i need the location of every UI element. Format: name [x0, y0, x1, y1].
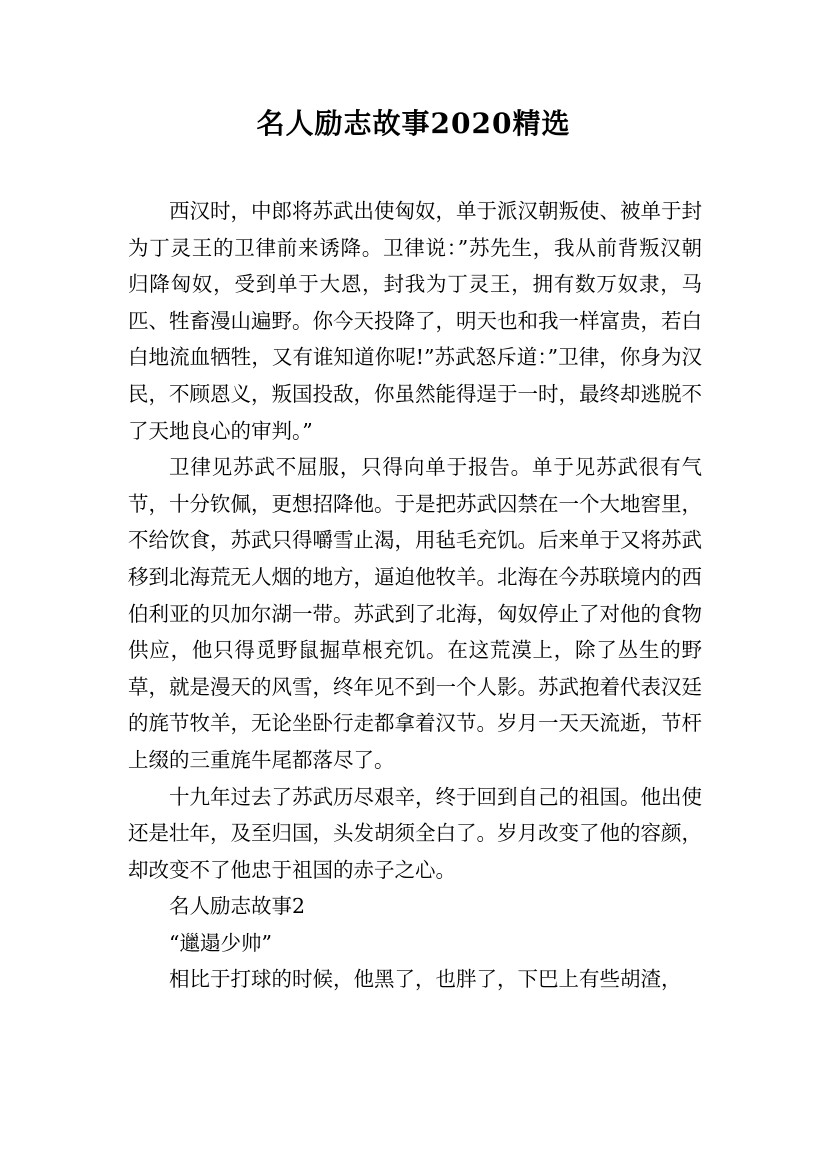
- paragraph-su-wu-intro: 西汉时，中郎将苏武出使匈奴，单于派汉朝叛使、被单于封为丁灵王的卫律前来诱降。卫律说：”苏先生，我从前背叛汉朝归降匈奴，受到单于大恩，封我为丁灵王，拥有数万奴隶，马匹、牲畜漫山遍野。你今天投降了，明天也和我一样富贵，若白白地流血牺牲，又有谁知道你呢!”苏武怒斥道：”卫律，你身为汉民，不顾恩义，叛国投敌，你虽然能得逞于一时，最终却逃脱不了天地良心的审判。”: [128, 199, 702, 443]
- document-title: 名人励志故事2020精选: [256, 107, 571, 140]
- paragraph-su-wu-exile: 卫律见苏武不屈服，只得向单于报告。单于见苏武很有气节，十分钦佩，更想招降他。于是把苏武囚禁在一个大地窖里，不给饮食，苏武只得嚼雪止渴，用毡毛充饥。后来单于又将苏武移到北海荒无人烟的地方，逼迫他牧羊。北海在今苏联境内的西伯利亚的贝加尔湖一带。苏武到了北海，匈奴停止了对他的食物供应，他只得觅野鼠掘草根充饥。在这荒漠上，除了丛生的野草，就是漫天的风雪，终年见不到一个人影。苏武抱着代表汉廷的旄节牧羊，无论坐卧行走都拿着汉节。岁月一天天流逝，节杆上缀的三重旄牛尾都落尽了。: [128, 455, 702, 772]
- document-body: [128, 193, 702, 998]
- story-2-subtitle: “邋遢少帅”: [169, 930, 272, 955]
- section-heading-story-2: 名人励志故事2: [169, 894, 306, 919]
- paragraph-su-wu-return: 十九年过去了苏武历尽艰辛，终于回到自己的祖国。他出使还是壮年，及至归国，头发胡须全白了。岁月改变了他的容颜，却改变不了他忠于祖国的赤子之心。: [128, 784, 702, 882]
- paragraph-story-2-opening: 相比于打球的时候，他黑了，也胖了，下巴上有些胡渣，: [169, 967, 682, 992]
